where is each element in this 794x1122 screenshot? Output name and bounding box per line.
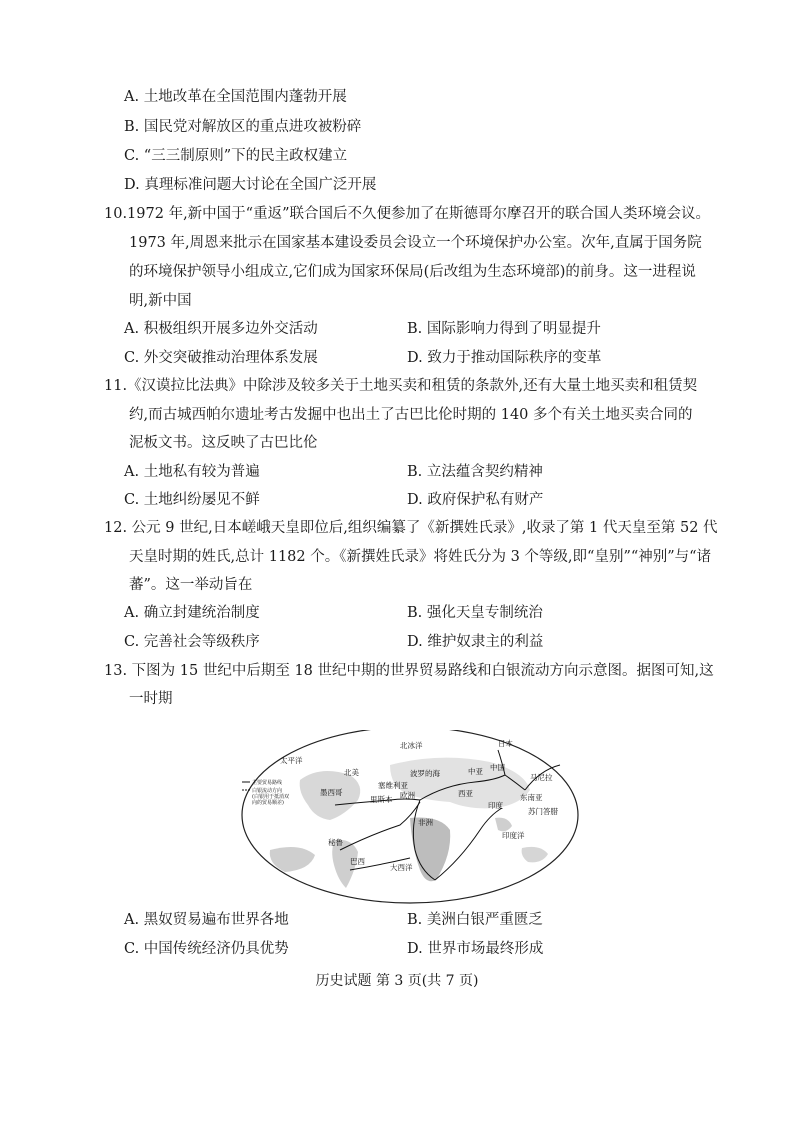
map-label-arctic: 北冰洋 — [400, 741, 423, 750]
map-label-baltic: 波罗的海 — [410, 769, 440, 778]
map-label-africa: 非洲 — [418, 818, 433, 827]
trade-route-map-figure — [240, 730, 580, 905]
q12-stem-line2: 天皇时期的姓氏,总计 1182 个。《新撰姓氏录》将姓氏分为 3 个等级,即“皇别”“神别”与“诸 — [129, 549, 712, 565]
map-label-japan: 日本 — [498, 739, 513, 748]
q12-stem-line3: 蕃”。这一举动旨在 — [129, 577, 253, 593]
q9-option-c: C. “三三制原则”下的民主政权建立 — [124, 148, 348, 164]
map-label-lisbon: 里斯本 — [370, 795, 393, 804]
q10-stem-line3: 的环境保护领导小组成立,它们成为国家环保局(后改组为生态环境部)的前身。这一进程说 — [129, 264, 696, 280]
q9-option-d: D. 真理标准问题大讨论在全国广泛开展 — [124, 177, 377, 193]
map-label-sumatra: 苏门答腊 — [528, 807, 558, 816]
q10-stem-line4: 明,新中国 — [129, 293, 192, 309]
map-label-southeast-asia: 东南亚 — [520, 793, 543, 802]
q13-option-d: D. 世界市场最终形成 — [407, 941, 544, 957]
q11-option-d: D. 政府保护私有财产 — [407, 492, 544, 508]
q11-option-a: A. 土地私有较为普遍 — [124, 464, 260, 480]
map-label-china: 中国 — [490, 763, 505, 772]
map-label-peru: 秘鲁 — [328, 838, 343, 847]
q10-option-c: C. 外交突破推动治理体系发展 — [124, 350, 318, 366]
q11-stem-line2: 约,而古城西帕尔遗址考古发掘中也出土了古巴比伦时期的 140 多个有关土地买卖合同的 — [129, 407, 693, 423]
map-label-pacific: 太平洋 — [280, 756, 303, 765]
q11-stem-line1: 11.《汉谟拉比法典》中除涉及较多关于土地买卖和租赁的条款外,还有大量土地买卖和租赁契 — [104, 378, 698, 394]
page-footer: 历史试题 第 3 页(共 7 页) — [315, 973, 479, 989]
q10-stem-line2: 1973 年,周恩来批示在国家基本建设委员会设立一个环境保护办公室。次年,直属于国务院 — [129, 235, 702, 251]
map-label-west-asia: 西亚 — [458, 789, 473, 798]
q9-option-b: B. 国民党对解放区的重点进攻被粉碎 — [124, 119, 362, 135]
map-label-north-america: 北美 — [344, 768, 359, 777]
q9-option-a: A. 土地改革在全国范围内蓬勃开展 — [124, 89, 347, 105]
legend-note-line1: (白银用于抵消双 — [252, 794, 289, 800]
q10-option-b: B. 国际影响力得到了明显提升 — [407, 321, 601, 337]
q10-stem-line1: 10.1972 年,新中国于“重返”联合国后不久便参加了在斯德哥尔摩召开的联合国人类环境会议。 — [104, 206, 711, 222]
q12-stem-line1: 12. 公元 9 世纪,日本嵯峨天皇即位后,组织编纂了《新撰姓氏录》,收录了第 1 代天皇至第 52 代 — [104, 520, 718, 536]
q11-option-b: B. 立法蕴含契约精神 — [407, 464, 543, 480]
q13-option-b: B. 美洲白银严重匮乏 — [407, 912, 543, 928]
q12-option-b: B. 强化天皇专制统治 — [407, 605, 543, 621]
map-label-manila: 马尼拉 — [530, 773, 553, 782]
q12-option-d: D. 维护奴隶主的利益 — [407, 634, 544, 650]
map-label-europe: 欧洲 — [400, 791, 415, 800]
q13-option-c: C. 中国传统经济仍具优势 — [124, 941, 289, 957]
q13-stem-line1: 13. 下图为 15 世纪中后期至 18 世纪中期的世界贸易路线和白银流动方向示意图。据图可知,这 — [104, 663, 714, 679]
map-label-indian-ocean: 印度洋 — [502, 831, 525, 840]
legend-note-line2: 向的贸易顺差) — [252, 800, 284, 806]
map-label-central-asia: 中亚 — [468, 767, 483, 776]
map-label-atlantic: 大西洋 — [390, 863, 413, 872]
q12-option-c: C. 完善社会等级秩序 — [124, 634, 260, 650]
map-label-seville: 塞维利亚 — [378, 781, 408, 790]
q10-option-d: D. 致力于推动国际秩序的变革 — [407, 350, 602, 366]
map-label-india: 印度 — [488, 801, 503, 810]
map-label-brazil: 巴西 — [350, 857, 365, 866]
legend-route-label: 主要贸易路线 — [252, 780, 283, 786]
map-label-mexico: 墨西哥 — [320, 788, 343, 797]
q13-stem-line2: 一时期 — [129, 691, 173, 707]
q10-option-a: A. 积极组织开展多边外交活动 — [124, 321, 318, 337]
q13-option-a: A. 黑奴贸易遍布世界各地 — [124, 912, 289, 928]
trade-route-map — [240, 730, 580, 905]
q12-option-a: A. 确立封建统治制度 — [124, 605, 260, 621]
q11-option-c: C. 土地纠纷屡见不鲜 — [124, 492, 260, 508]
q11-stem-line3: 泥板文书。这反映了古巴比伦 — [129, 435, 318, 451]
legend-silver-label: 白银流动方向 — [252, 788, 283, 794]
